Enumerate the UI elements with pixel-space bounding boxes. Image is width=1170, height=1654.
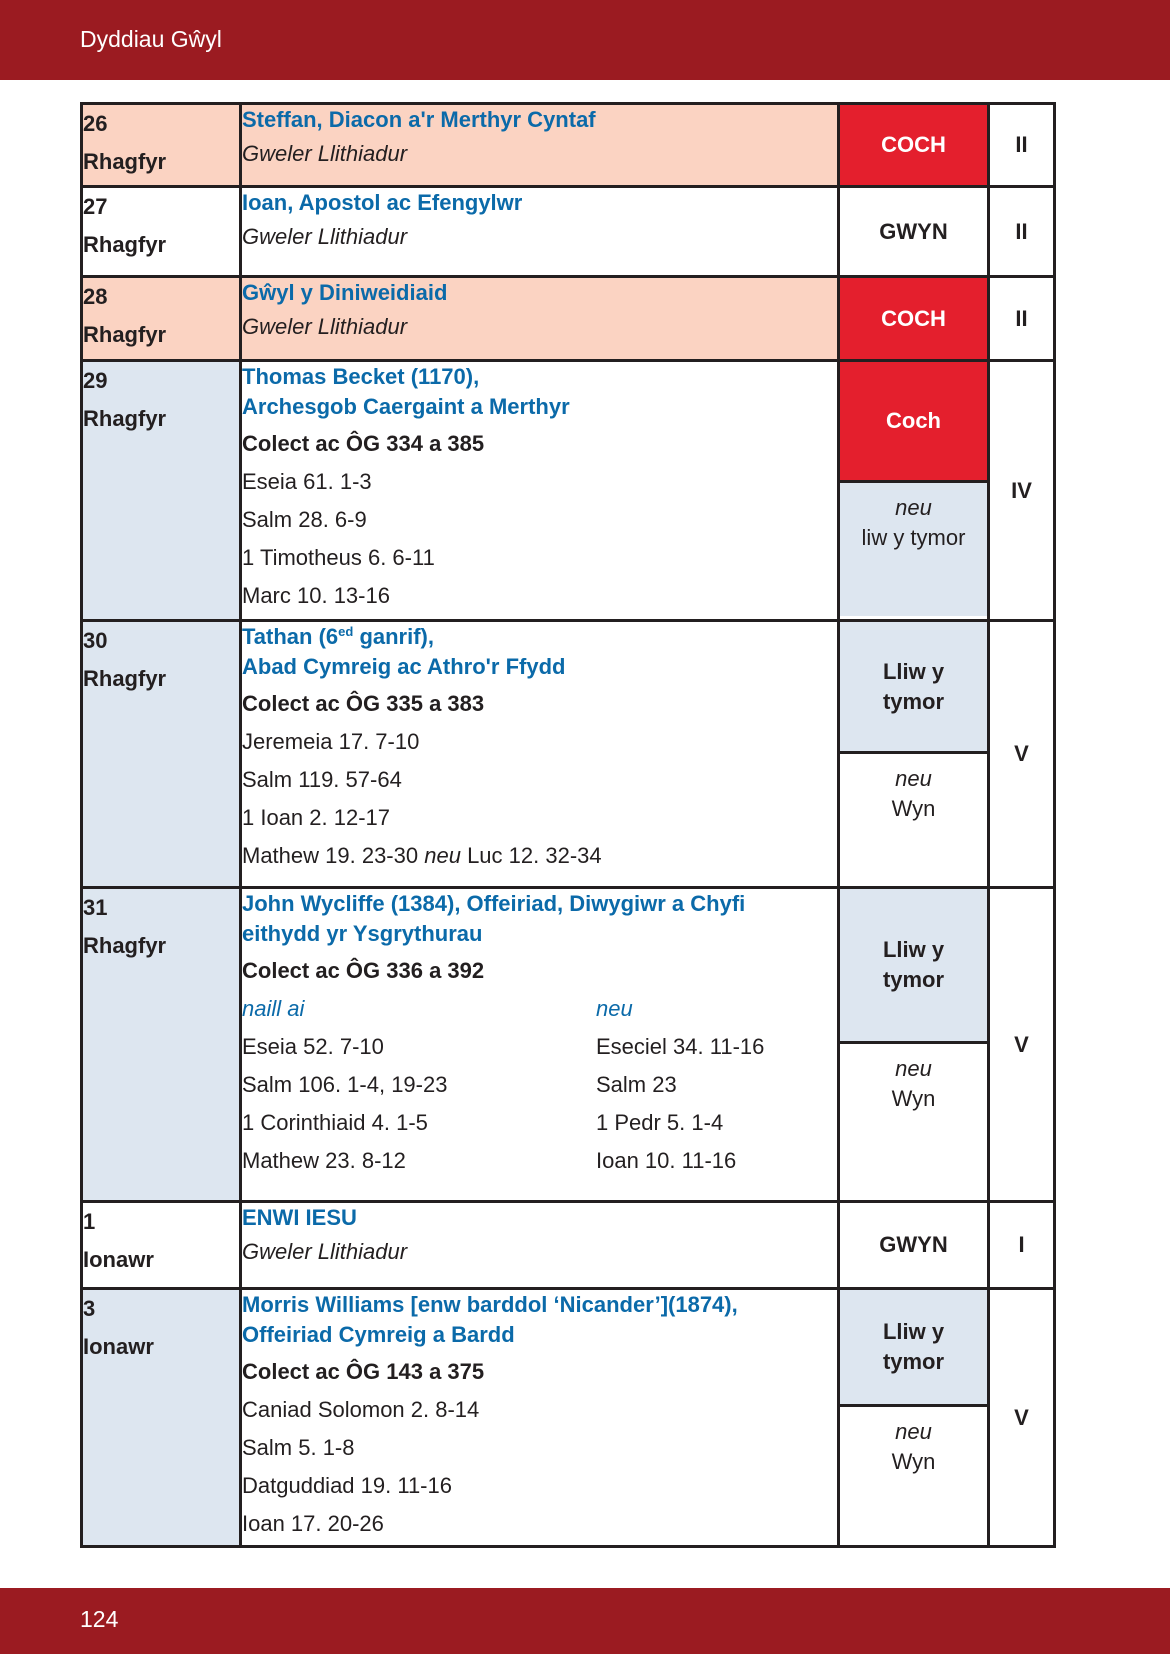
table-row: [82, 277, 1055, 361]
date-cell: [82, 1289, 241, 1547]
table-row: [82, 888, 1055, 1202]
liturgical-colour: COCH: [839, 277, 989, 361]
alt-word: neu: [895, 766, 932, 791]
alternative-colour: [840, 1404, 987, 1542]
month: Rhagfyr: [83, 322, 167, 347]
reading: Mathew 23. 8-12: [242, 1148, 406, 1173]
reading: Salm 5. 1-8: [242, 1435, 355, 1460]
rank: I: [989, 1202, 1055, 1289]
colour-line: Lliw y: [882, 658, 945, 684]
observance-subtitle: Gweler Llithiadur: [242, 314, 408, 339]
rank: II: [989, 187, 1055, 277]
observance-title: Thomas Becket (1170),: [242, 364, 480, 389]
rank: V: [989, 1289, 1055, 1547]
reading: Ioan 10. 11-16: [596, 1148, 737, 1173]
alternative-colour: [840, 480, 987, 616]
observance-title-line2: eithydd yr Ysgrythurau: [242, 921, 483, 946]
feast-days-table: [80, 102, 1056, 1548]
date-cell: [82, 187, 241, 277]
observance-cell: [241, 277, 839, 361]
observance-cell: [241, 1289, 839, 1547]
option-heading: naill ai: [242, 996, 305, 1021]
reading: Marc 10. 13-16: [242, 583, 390, 608]
liturgical-colour: COCH: [839, 104, 989, 187]
alt-word: neu: [895, 1419, 932, 1444]
colour-cell: [839, 361, 989, 621]
date-cell: [82, 361, 241, 621]
observance-cell: [241, 888, 839, 1202]
reading-option-a: [242, 990, 596, 1180]
observance-cell: [241, 621, 839, 888]
alt-colour: Wyn: [891, 1449, 936, 1474]
observance-title: [242, 622, 837, 652]
reading: [242, 837, 837, 875]
month: Rhagfyr: [83, 666, 167, 691]
reading: Eseia 61. 1-3: [242, 469, 372, 494]
reading: 1 Timotheus 6. 6-11: [242, 545, 435, 570]
reading-options: [242, 990, 837, 1180]
reading: Eseia 52. 7-10: [242, 1034, 384, 1059]
month: Ionawr: [83, 1247, 154, 1272]
day: 1: [83, 1209, 96, 1234]
reading: Salm 28. 6-9: [242, 507, 367, 532]
colour-line: Lliw y: [882, 937, 945, 962]
observance-cell: [241, 1202, 839, 1289]
reading: 1 Corinthiaid 4. 1-5: [242, 1110, 428, 1135]
alt-colour: Wyn: [891, 796, 936, 821]
date-cell: [82, 104, 241, 187]
observance-cell: [241, 104, 839, 187]
month: Rhagfyr: [83, 933, 167, 958]
collect: Colect ac ÔG 334 a 385: [242, 431, 485, 456]
alternative-colour: [840, 1041, 987, 1197]
collect: Colect ac ÔG 336 a 392: [242, 958, 485, 983]
title-part: Tathan (6: [242, 624, 339, 649]
liturgical-colour: Coch: [840, 362, 987, 480]
observance-title: John Wycliffe (1384), Offeiriad, Diwygiwr a Chyfi: [242, 891, 746, 916]
reading-or: neu: [424, 843, 461, 868]
month: Ionawr: [83, 1334, 154, 1359]
rank: II: [989, 104, 1055, 187]
day: 30: [83, 628, 108, 653]
reading: Ioan 17. 20-26: [242, 1511, 384, 1536]
day: 3: [83, 1296, 96, 1321]
page-number: 124: [80, 1606, 119, 1632]
observance-cell: [241, 361, 839, 621]
observance-subtitle: Gweler Llithiadur: [242, 1239, 408, 1264]
month: Rhagfyr: [83, 149, 167, 174]
table-row: [82, 621, 1055, 888]
title-part: ganrif),: [353, 624, 434, 649]
colour-cell: [839, 621, 989, 888]
observance-cell: [241, 187, 839, 277]
observance-title-line2: Abad Cymreig ac Athro'r Ffydd: [242, 654, 566, 679]
alternative-colour: [840, 751, 987, 883]
reading-option-b: [596, 990, 810, 1180]
header-band: [0, 0, 1170, 80]
alt-colour: Wyn: [891, 1086, 936, 1111]
day: 31: [83, 895, 108, 920]
date-cell: [82, 888, 241, 1202]
colour-line: tymor: [882, 967, 945, 992]
day: 27: [83, 194, 108, 219]
rank: V: [989, 888, 1055, 1202]
table-row: [82, 1202, 1055, 1289]
liturgical-colour: [840, 1290, 987, 1404]
reading: 1 Pedr 5. 1-4: [596, 1110, 724, 1135]
day: 28: [83, 284, 108, 309]
observance-subtitle: Gweler Llithiadur: [242, 141, 408, 166]
table-row: [82, 104, 1055, 187]
liturgical-colour: GWYN: [839, 187, 989, 277]
collect: Colect ac ÔG 335 a 383: [242, 691, 485, 716]
observance-subtitle: Gweler Llithiadur: [242, 224, 408, 249]
alt-word: neu: [895, 1056, 932, 1081]
observance-title: Steffan, Diacon a'r Merthyr Cyntaf: [242, 107, 596, 132]
liturgical-colour: [840, 889, 987, 1041]
observance-title: Gŵyl y Diniweidiaid: [242, 280, 448, 305]
reading: 1 Ioan 2. 12-17: [242, 805, 391, 830]
reading: Caniad Solomon 2. 8-14: [242, 1397, 480, 1422]
alt-word: neu: [895, 495, 932, 520]
liturgical-colour: [840, 622, 987, 751]
option-heading: neu: [596, 996, 633, 1021]
table-row: [82, 361, 1055, 621]
month: Rhagfyr: [83, 232, 167, 257]
observance-title: ENWI IESU: [242, 1205, 357, 1230]
date-cell: [82, 621, 241, 888]
colour-line: tymor: [882, 1349, 945, 1374]
observance-title: Ioan, Apostol ac Efengylwr: [242, 190, 523, 215]
colour-line: tymor: [882, 688, 945, 714]
day: 26: [83, 111, 108, 136]
colour-line: Lliw y: [882, 1319, 945, 1344]
date-cell: [82, 277, 241, 361]
alt-colour: liw y tymor: [861, 525, 966, 550]
running-title: Dyddiau Gŵyl: [80, 26, 222, 52]
date-cell: [82, 1202, 241, 1289]
reading: Eseciel 34. 11-16: [596, 1034, 765, 1059]
observance-title-line2: Offeiriad Cymreig a Bardd: [242, 1322, 515, 1347]
reading: Jeremeia 17. 7-10: [242, 729, 420, 754]
colour-cell: [839, 1289, 989, 1547]
reading: Salm 119. 57-64: [242, 767, 402, 792]
rank: II: [989, 277, 1055, 361]
reading-part: Luc 12. 32-34: [460, 843, 602, 868]
ordinal-suffix: ed: [338, 624, 354, 639]
month: Rhagfyr: [83, 406, 167, 431]
liturgical-colour: GWYN: [839, 1202, 989, 1289]
footer-band: [0, 1588, 1170, 1654]
collect: Colect ac ÔG 143 a 375: [242, 1359, 485, 1384]
observance-title-line2: Archesgob Caergaint a Merthyr: [242, 394, 570, 419]
reading: Salm 106. 1-4, 19-23: [242, 1072, 448, 1097]
reading: Datguddiad 19. 11-16: [242, 1473, 452, 1498]
table-row: [82, 187, 1055, 277]
observance-title: Morris Williams [enw barddol ‘Nicander’](1874),: [242, 1292, 738, 1317]
rank: IV: [989, 361, 1055, 621]
day: 29: [83, 368, 108, 393]
rank: V: [989, 621, 1055, 888]
reading-part: Mathew 19. 23-30: [242, 843, 425, 868]
table-row: [82, 1289, 1055, 1547]
colour-cell: [839, 888, 989, 1202]
reading: Salm 23: [596, 1072, 677, 1097]
